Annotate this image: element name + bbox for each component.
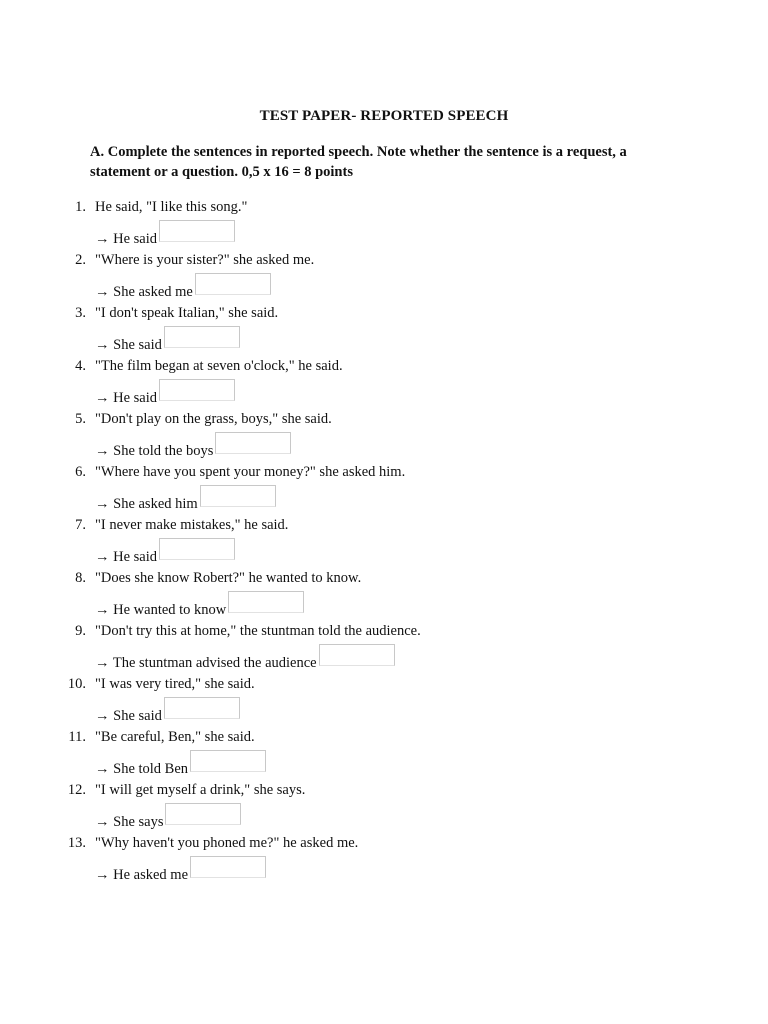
answer-line (95, 862, 266, 884)
answer-line (95, 703, 240, 725)
question-text: "Does she know Robert?" he wanted to know. (95, 570, 362, 586)
page-title: TEST PAPER- REPORTED SPEECH (259, 108, 509, 124)
question-item (0, 516, 768, 570)
answer-line (95, 809, 241, 831)
answer-input[interactable] (159, 538, 235, 560)
answer-prompt: → He said (95, 231, 158, 247)
answer-input[interactable] (159, 220, 235, 242)
answer-line (95, 597, 304, 619)
question-item (0, 357, 768, 411)
question-text: "Why haven't you phoned me?" he asked me. (95, 835, 359, 851)
answer-input[interactable] (164, 326, 240, 348)
answer-line (95, 332, 240, 354)
answer-line (95, 756, 266, 778)
question-text: "I was very tired," she said. (95, 676, 255, 692)
answer-prompt: → She told the boys (95, 443, 214, 459)
question-item (0, 198, 768, 252)
question-number: 8. (75, 570, 86, 586)
answer-line (95, 279, 271, 301)
answer-input[interactable] (159, 379, 235, 401)
question-text: "I never make mistakes," he said. (95, 517, 289, 533)
question-text: "Don't try this at home," the stuntman told the audience. (95, 623, 421, 639)
question-number: 2. (75, 252, 86, 268)
answer-line (95, 650, 395, 672)
answer-input[interactable] (164, 697, 240, 719)
answer-input[interactable] (200, 485, 276, 507)
question-item (0, 304, 768, 358)
answer-prompt: → She asked him (95, 496, 198, 512)
answer-input[interactable] (319, 644, 395, 666)
question-text: He said, "I like this song." (95, 199, 248, 215)
answer-line (95, 385, 235, 407)
instructions-text: A. Complete the sentences in reported speech. Note whether the sentence is a request, a statement or a question. 0,5 x 16 = 8 points (90, 144, 627, 180)
question-item (0, 251, 768, 305)
question-text: "Don't play on the grass, boys," she said. (95, 411, 332, 427)
question-item (0, 781, 768, 835)
answer-input[interactable] (228, 591, 304, 613)
answer-prompt: → The stuntman advised the audience (95, 655, 317, 671)
question-text: "I don't speak Italian," she said. (95, 305, 279, 321)
answer-input[interactable] (190, 856, 266, 878)
question-item (0, 622, 768, 676)
question-item (0, 675, 768, 729)
answer-input[interactable] (165, 803, 241, 825)
question-number: 7. (75, 517, 86, 533)
answer-prompt: → He asked me (95, 867, 189, 883)
answer-line (95, 438, 291, 460)
question-number: 11. (68, 729, 86, 745)
answer-prompt: → He said (95, 549, 158, 565)
question-item (0, 834, 768, 888)
answer-input[interactable] (190, 750, 266, 772)
answer-prompt: → She says (95, 814, 164, 830)
question-number: 13. (67, 835, 86, 851)
answer-prompt: → She said (95, 337, 162, 353)
question-item (0, 410, 768, 464)
answer-prompt: → She told Ben (95, 761, 189, 777)
answer-prompt: → She said (95, 708, 162, 724)
question-number: 5. (75, 411, 86, 427)
question-number: 12. (67, 782, 86, 798)
question-text: "The film began at seven o'clock," he said. (95, 358, 343, 374)
question-text: "Where have you spent your money?" she asked him. (95, 464, 406, 480)
answer-prompt: → He said (95, 390, 158, 406)
answer-input[interactable] (195, 273, 271, 295)
question-number: 3. (75, 305, 86, 321)
question-text: "I will get myself a drink," she says. (95, 782, 306, 798)
question-number: 6. (75, 464, 86, 480)
question-number: 4. (75, 358, 86, 374)
answer-input[interactable] (215, 432, 291, 454)
question-text: "Be careful, Ben," she said. (95, 729, 255, 745)
question-number: 10. (67, 676, 86, 692)
question-number: 9. (75, 623, 86, 639)
question-number: 1. (75, 199, 86, 215)
answer-line (95, 544, 235, 566)
question-item (0, 463, 768, 517)
answer-prompt: → He wanted to know (95, 602, 227, 618)
answer-line (95, 491, 276, 513)
question-item (0, 569, 768, 623)
answer-prompt: → She asked me (95, 284, 193, 300)
answer-line (95, 226, 235, 248)
question-text: "Where is your sister?" she asked me. (95, 252, 315, 268)
question-item (0, 728, 768, 782)
